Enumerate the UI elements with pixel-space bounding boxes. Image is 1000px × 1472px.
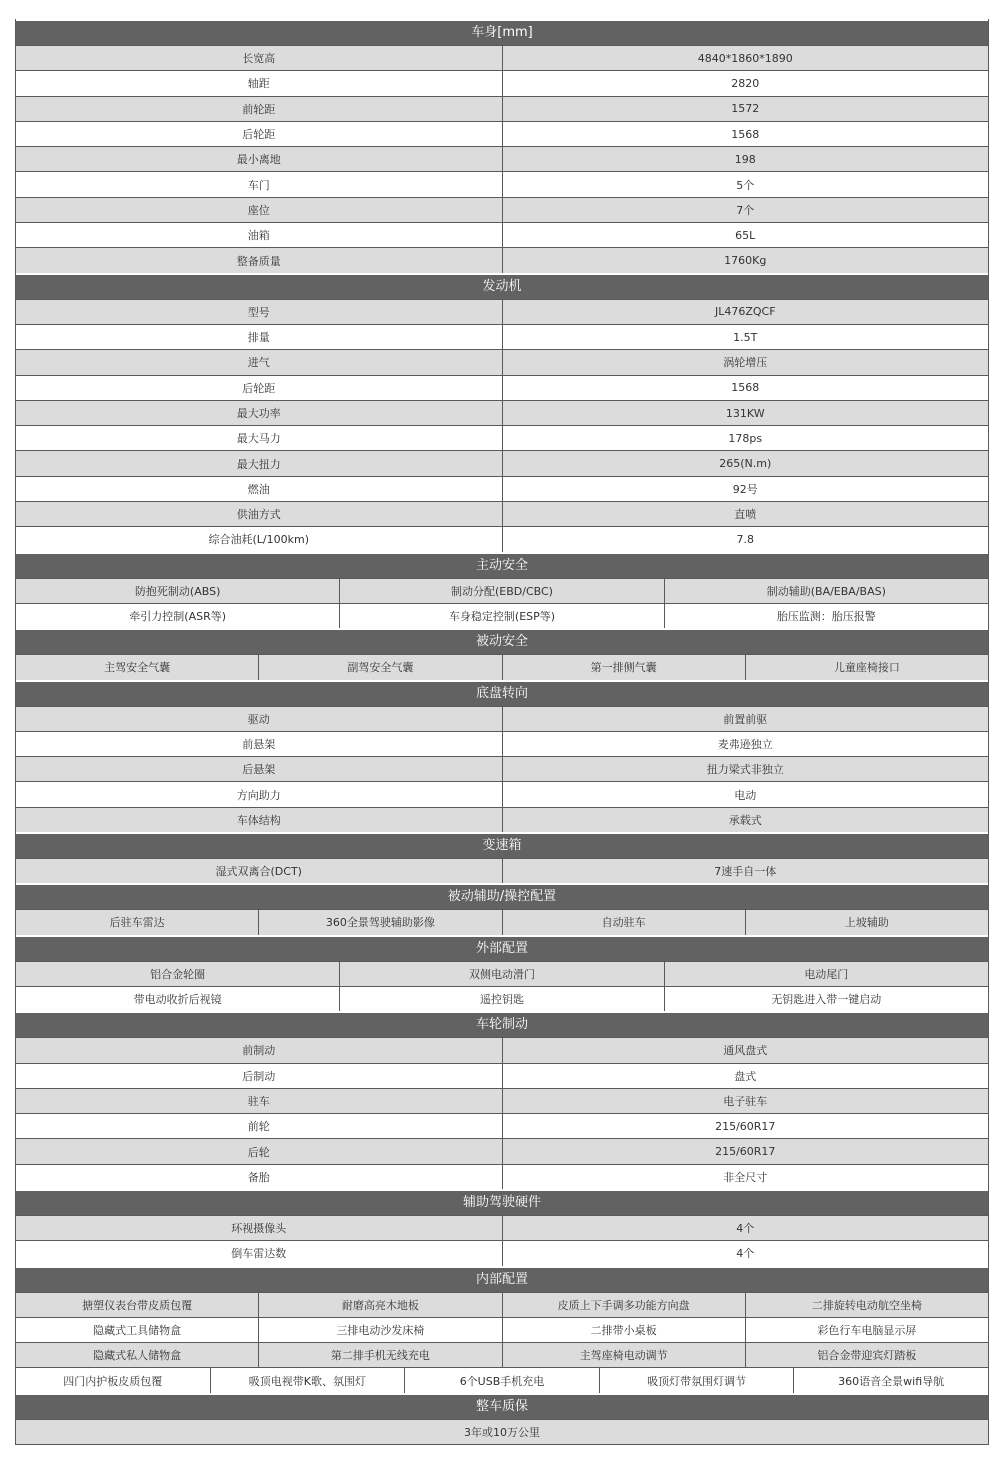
table-row xyxy=(16,781,988,806)
table-row xyxy=(16,1342,988,1367)
table-row xyxy=(16,299,988,324)
table-cell: 后悬架 xyxy=(16,757,503,781)
table-cell: 178ps xyxy=(728,431,763,445)
table-cell: 215/60R17 xyxy=(715,1145,776,1159)
table-cell: 前制动 xyxy=(16,1038,503,1062)
table-cell: 无钥匙进入带一键启动 xyxy=(771,993,882,1007)
table-row xyxy=(16,1138,988,1163)
table-cell: 隐藏式私人储物盒 xyxy=(16,1343,259,1367)
table-row xyxy=(16,756,988,781)
table-cell: 最大马力 xyxy=(16,426,503,450)
table-cell: 牵引力控制(ASR等) xyxy=(16,604,340,628)
table-row xyxy=(16,171,988,196)
table-cell: 最小离地 xyxy=(16,147,503,171)
table-cell: 隐藏式工具储物盒 xyxy=(16,1318,259,1342)
table-cell: 7速手自一体 xyxy=(714,865,777,879)
table-cell: 彩色行车电脑显示屏 xyxy=(817,1324,917,1338)
table-row xyxy=(16,1037,988,1062)
table-cell: 265(N.m) xyxy=(719,457,772,471)
table-cell: 前悬架 xyxy=(16,732,503,756)
table-cell: 综合油耗(L/100km) xyxy=(16,527,503,551)
table-row xyxy=(16,324,988,349)
table-row xyxy=(16,1088,988,1113)
table-row xyxy=(16,375,988,400)
table-cell: 承载式 xyxy=(728,813,762,827)
table-cell: 自动驻车 xyxy=(503,910,746,934)
section-header: 被动安全 xyxy=(16,628,988,654)
table-cell: 电动 xyxy=(734,788,757,802)
table-row xyxy=(16,45,988,70)
table-cell: 3年或10万公里 xyxy=(464,1425,540,1439)
table-cell: 前轮 xyxy=(16,1114,503,1138)
table-cell: 整备质量 xyxy=(16,248,503,272)
table-cell: 吸顶灯带氛围灯调节 xyxy=(600,1368,795,1392)
table-cell: 制动分配(EBD/CBC) xyxy=(340,579,664,603)
table-row xyxy=(16,70,988,95)
table-cell: 后轮距 xyxy=(16,376,503,400)
table-row xyxy=(16,146,988,171)
table-cell: 通风盘式 xyxy=(723,1044,768,1058)
table-cell: 双侧电动滑门 xyxy=(340,962,664,986)
table-cell: 皮质上下手调多功能方向盘 xyxy=(503,1293,746,1317)
table-cell: 四门内护板皮质包覆 xyxy=(16,1368,211,1392)
table-row xyxy=(16,578,988,603)
table-row xyxy=(16,450,988,475)
table-cell: 油箱 xyxy=(16,223,503,247)
table-row xyxy=(16,247,988,272)
table-row xyxy=(16,1367,988,1392)
table-row xyxy=(16,654,988,679)
table-cell: 胎压监测：胎压报警 xyxy=(776,610,876,624)
table-cell: 7个 xyxy=(736,203,755,217)
table-cell: 电动尾门 xyxy=(804,967,849,981)
table-cell: 198 xyxy=(734,152,756,166)
table-cell: 制动辅助(BA/EBA/BAS) xyxy=(766,584,886,598)
table-cell: 燃油 xyxy=(16,477,503,501)
table-cell: 涡轮增压 xyxy=(723,356,768,370)
table-row xyxy=(16,425,988,450)
table-cell: 车门 xyxy=(16,172,503,196)
section-header: 车身[mm] xyxy=(16,19,988,45)
table-cell: 131KW xyxy=(725,406,765,420)
section-header: 整车质保 xyxy=(16,1393,988,1419)
table-cell: 92号 xyxy=(732,482,758,496)
table-row xyxy=(16,858,988,883)
table-cell: 65L xyxy=(735,228,756,242)
table-cell: 座位 xyxy=(16,198,503,222)
table-row xyxy=(16,1113,988,1138)
table-cell: 二排旋转电动航空坐椅 xyxy=(811,1298,922,1312)
table-row xyxy=(16,1317,988,1342)
table-cell: 主驾安全气囊 xyxy=(16,655,259,679)
table-cell: 上坡辅助 xyxy=(844,916,889,930)
table-cell: 第二排手机无线充电 xyxy=(259,1343,502,1367)
table-cell: 长宽高 xyxy=(16,46,503,70)
table-cell: 直喷 xyxy=(734,508,757,522)
table-row xyxy=(16,96,988,121)
table-cell: 供油方式 xyxy=(16,502,503,526)
table-row xyxy=(16,526,988,551)
table-cell: 2820 xyxy=(731,76,760,90)
table-cell: 备胎 xyxy=(16,1165,503,1189)
section-header: 发动机 xyxy=(16,273,988,299)
table-cell: 1.5T xyxy=(733,330,758,344)
section-header: 内部配置 xyxy=(16,1266,988,1292)
table-cell: 吸顶电视带K歌、氛围灯 xyxy=(211,1368,406,1392)
table-cell: 倒车雷达数 xyxy=(16,1241,503,1265)
table-cell: 1572 xyxy=(731,102,760,116)
table-cell: 盘式 xyxy=(734,1069,757,1083)
table-cell: 7.8 xyxy=(736,532,754,546)
table-cell: 后轮 xyxy=(16,1139,503,1163)
table-row xyxy=(16,603,988,628)
section-header: 主动安全 xyxy=(16,552,988,578)
table-cell: 环视摄像头 xyxy=(16,1216,503,1240)
table-cell: 非全尺寸 xyxy=(723,1170,768,1184)
table-cell: 前置前驱 xyxy=(723,712,768,726)
table-cell: 后轮距 xyxy=(16,122,503,146)
table-cell: 防抱死制动(ABS) xyxy=(16,579,340,603)
table-cell: 副驾安全气囊 xyxy=(259,655,502,679)
table-row xyxy=(16,706,988,731)
table-cell: 驱动 xyxy=(16,707,503,731)
table-cell: 第一排侧气囊 xyxy=(503,655,746,679)
table-cell: 儿童座椅接口 xyxy=(833,661,900,675)
table-cell: 1568 xyxy=(731,381,760,395)
table-cell: JL476ZQCF xyxy=(714,305,776,319)
table-row xyxy=(16,986,988,1011)
table-cell: 铝合金轮圈 xyxy=(16,962,340,986)
table-cell: 扭力梁式非独立 xyxy=(706,763,784,777)
table-row xyxy=(16,1240,988,1265)
table-row xyxy=(16,501,988,526)
table-cell: 电子驻车 xyxy=(723,1094,768,1108)
table-row xyxy=(16,222,988,247)
table-row xyxy=(16,1164,988,1189)
table-row xyxy=(16,731,988,756)
table-row xyxy=(16,909,988,934)
section-header: 被动辅助/操控配置 xyxy=(16,883,988,909)
spec-table xyxy=(15,19,989,1445)
table-cell: 主驾座椅电动调节 xyxy=(503,1343,746,1367)
table-cell: 4840*1860*1890 xyxy=(697,51,793,65)
table-cell: 遥控钥匙 xyxy=(340,987,664,1011)
table-cell: 三排电动沙发床椅 xyxy=(259,1318,502,1342)
table-cell: 1568 xyxy=(731,127,760,141)
table-row xyxy=(16,121,988,146)
section-header: 车轮制动 xyxy=(16,1011,988,1037)
table-cell: 轴距 xyxy=(16,71,503,95)
table-cell: 车身稳定控制(ESP等) xyxy=(340,604,664,628)
table-cell: 360语音全景wifi导航 xyxy=(838,1374,945,1388)
table-cell: 带电动收折后视镜 xyxy=(16,987,340,1011)
table-cell: 后驻车雷达 xyxy=(16,910,259,934)
table-cell: 6个USB手机充电 xyxy=(405,1368,600,1392)
table-row xyxy=(16,1063,988,1088)
table-cell: 麦弗逊独立 xyxy=(717,737,773,751)
table-row xyxy=(16,349,988,374)
table-cell: 1760Kg xyxy=(724,254,767,268)
table-cell: 排量 xyxy=(16,325,503,349)
section-header: 底盘转向 xyxy=(16,680,988,706)
table-row xyxy=(16,1215,988,1240)
table-cell: 最大扭力 xyxy=(16,451,503,475)
table-row xyxy=(16,476,988,501)
table-cell: 耐磨高亮木地板 xyxy=(259,1293,502,1317)
table-cell: 5个 xyxy=(736,178,755,192)
table-cell: 后制动 xyxy=(16,1064,503,1088)
table-row xyxy=(16,961,988,986)
section-header: 辅助驾驶硬件 xyxy=(16,1189,988,1215)
table-cell: 型号 xyxy=(16,300,503,324)
table-cell: 方向助力 xyxy=(16,782,503,806)
table-row xyxy=(16,807,988,832)
table-cell: 360全景驾驶辅助影像 xyxy=(259,910,502,934)
table-cell: 铝合金带迎宾灯踏板 xyxy=(817,1349,917,1363)
table-cell: 215/60R17 xyxy=(715,1119,776,1133)
table-cell: 4个 xyxy=(736,1247,755,1261)
table-cell: 4个 xyxy=(736,1222,755,1236)
table-row xyxy=(16,400,988,425)
table-cell: 二排带小桌板 xyxy=(503,1318,746,1342)
table-cell: 前轮距 xyxy=(16,97,503,121)
table-row xyxy=(16,1292,988,1317)
table-cell: 进气 xyxy=(16,350,503,374)
table-cell: 湿式双离合(DCT) xyxy=(16,859,503,883)
section-header: 变速箱 xyxy=(16,832,988,858)
table-row xyxy=(16,1419,988,1444)
section-header: 外部配置 xyxy=(16,935,988,961)
table-row xyxy=(16,197,988,222)
table-cell: 最大功率 xyxy=(16,401,503,425)
table-cell: 驻车 xyxy=(16,1089,503,1113)
table-cell: 搪塑仪表台带皮质包覆 xyxy=(16,1293,259,1317)
table-cell: 车体结构 xyxy=(16,808,503,832)
